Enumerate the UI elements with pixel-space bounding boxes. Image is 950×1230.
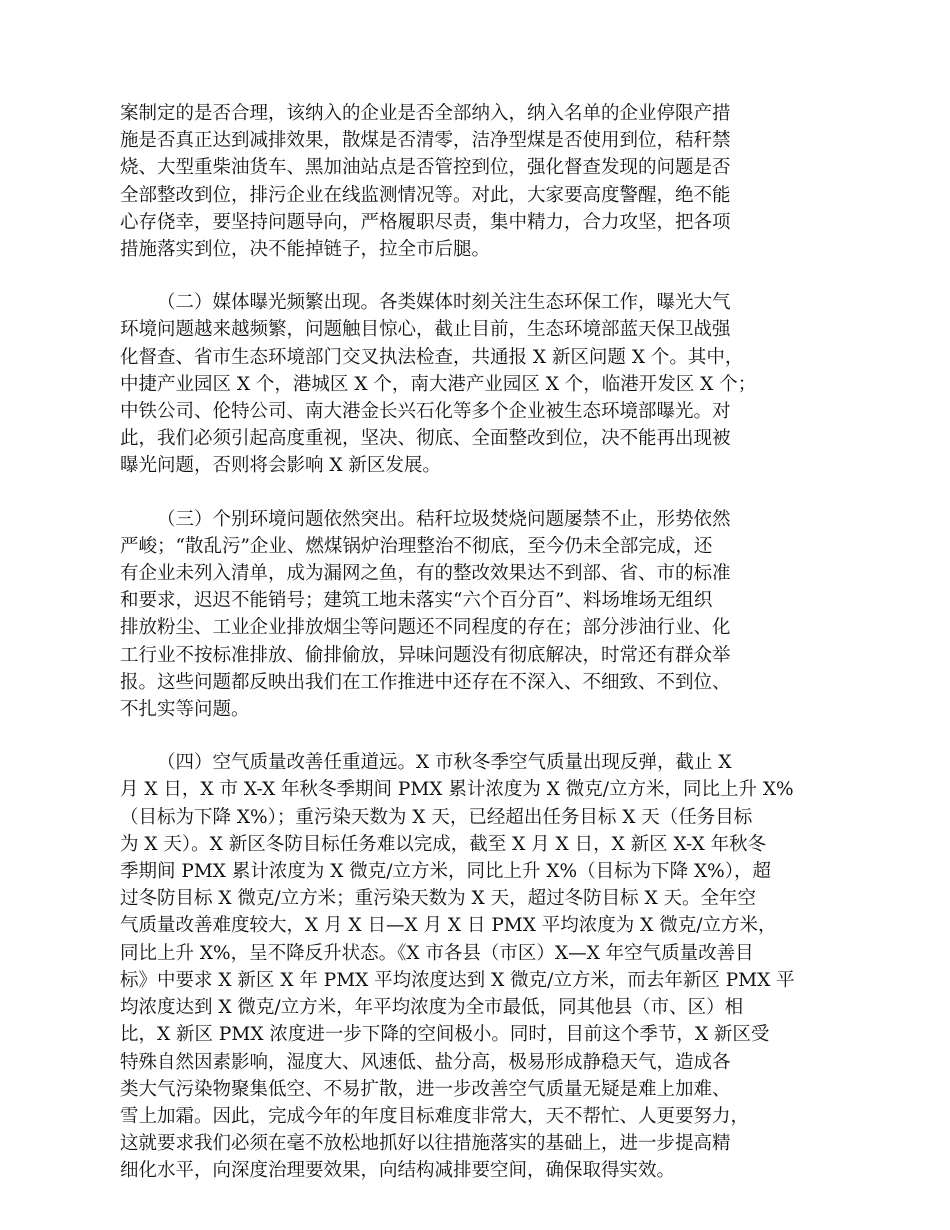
text-line: 烧、大型重柴油货车、黑加油站点是否管控到位，强化督查发现的问题是否 — [120, 157, 731, 179]
text-line: 曝光问题，否则将会影响 X 新区发展。 — [120, 455, 441, 477]
text-line: 化督查、省市生态环境部门交叉执法检查，共通报 X 新区问题 X 个。其中， — [120, 346, 744, 368]
text-line: 类大气污染物聚集低空、不易扩散，进一步改善空气质量无疑是难上加难、 — [120, 1078, 731, 1100]
text-line: 案制定的是否合理，该纳入的企业是否全部纳入，纳入名单的企业停限产措 — [120, 103, 731, 124]
text-line: 施是否真正达到减排效果，散煤是否清零，洁净型煤是否使用到位，秸秆禁 — [120, 130, 731, 152]
text-line: 有企业未列入清单，成为漏网之鱼，有的整改效果达不到部、省、市的标准 — [120, 563, 731, 585]
text-line: 报。这些问题都反映出我们在工作推进中还存在不深入、不细致、不到位、 — [120, 671, 731, 693]
text-line: （四）空气质量改善任重道远。X 市秋冬季空气质量出现反弹，截止 X — [157, 752, 732, 774]
text-line: 均浓度达到 X 微克/立方米，年平均浓度为全市最低，同其他县（市、区）相 — [120, 997, 744, 1019]
text-line: 排放粉尘、工业企业排放烟尘等问题还不同程度的存在；部分涉油行业、化 — [120, 617, 731, 639]
text-line: 标》中要求 X 新区 X 年 PMX 平均浓度达到 X 微克/立方米，而去年新区 PMX 平 — [120, 969, 795, 991]
paragraph-air-quality — [120, 749, 835, 1184]
text-line: 季期间 PMX 累计浓度为 X 微克/立方米，同比上升 X%（目标为下降 X%），超 — [120, 861, 771, 883]
text-line: 月 X 日，X 市 X-X 年秋冬季期间 PMX 累计浓度为 X 微克/立方米，同比上升 X% — [120, 779, 794, 801]
text-line: 雪上加霜。因此，完成今年的年度目标难度非常大，天不帮忙、人更要努力， — [120, 1105, 750, 1127]
text-line: 中捷产业园区 X 个，港城区 X 个，南大港产业园区 X 个，临港开发区 X 个； — [120, 373, 757, 395]
text-line: 过冬防目标 X 微克/立方米；重污染天数为 X 天，超过冬防目标 X 天。全年空 — [120, 888, 757, 910]
text-line: 严峻；“散乱污”企业、燃煤锅炉治理整治不彻底，至今仍未全部完成，还 — [120, 535, 713, 557]
paragraph-environment-issues — [120, 506, 835, 724]
text-line: 全部整改到位，排污企业在线监测情况等。对此，大家要高度警醒，绝不能 — [120, 184, 731, 206]
text-line: 特殊自然因素影响，湿度大、风速低、盐分高，极易形成静稳天气，造成各 — [120, 1051, 731, 1073]
text-line: 措施落实到位，决不能掉链子，拉全市后腿。 — [120, 239, 491, 261]
text-line: （目标为下降 X%）；重污染天数为 X 天，已经超出任务目标 X 天（任务目标 — [120, 806, 753, 828]
text-line: 工行业不按标准排放、偷排偷放，异味问题没有彻底解决，时常还有群众举 — [120, 644, 731, 666]
text-line: 环境问题越来越频繁，问题触目惊心，截止目前，生态环境部蓝天保卫战强 — [120, 319, 731, 341]
text-line: 同比上升 X%，呈不降反升状态。《X 市各县（市区）X—X 年空气质量改善目 — [120, 942, 754, 964]
paragraph-continuation — [120, 100, 835, 263]
text-line: 和要求，迟迟不能销号；建筑工地未落实“六个百分百”、料场堆场无组织 — [120, 590, 713, 612]
text-line: 心存侥幸，要坚持问题导向，严格履职尽责，集中精力，合力攻坚，把各项 — [120, 211, 731, 233]
text-line: 比，X 新区 PMX 浓度进一步下降的空间极小。同时，目前这个季节，X 新区受 — [120, 1024, 770, 1046]
text-line: 气质量改善难度较大，X 月 X 日—X 月 X 日 PMX 平均浓度为 X 微克/立方米， — [120, 915, 777, 937]
paragraph-media-exposure — [120, 289, 835, 479]
text-line: 为 X 天）。X 新区冬防目标任务难以完成，截至 X 月 X 日，X 新区 X-X 年秋冬 — [120, 833, 767, 855]
text-line: 中铁公司、伦特公司、南大港金长兴石化等多个企业被生态环境部曝光。对 — [120, 401, 731, 423]
text-line: 这就要求我们必须在毫不放松地抓好以往措施落实的基础上，进一步提高精 — [120, 1133, 731, 1155]
text-line: 此，我们必须引起高度重视，坚决、彻底、全面整改到位，决不能再出现被 — [120, 428, 731, 450]
text-line: （三）个别环境问题依然突出。秸秆垃圾焚烧问题屡禁不止，形势依然 — [157, 508, 731, 530]
text-line: 细化水平，向深度治理要效果，向结构减排要空间，确保取得实效。 — [120, 1160, 676, 1182]
text-line: （二）媒体曝光频繁出现。各类媒体时刻关注生态环保工作，曝光大气 — [157, 292, 731, 314]
document-page — [120, 100, 835, 1211]
text-line: 不扎实等问题。 — [120, 699, 250, 721]
